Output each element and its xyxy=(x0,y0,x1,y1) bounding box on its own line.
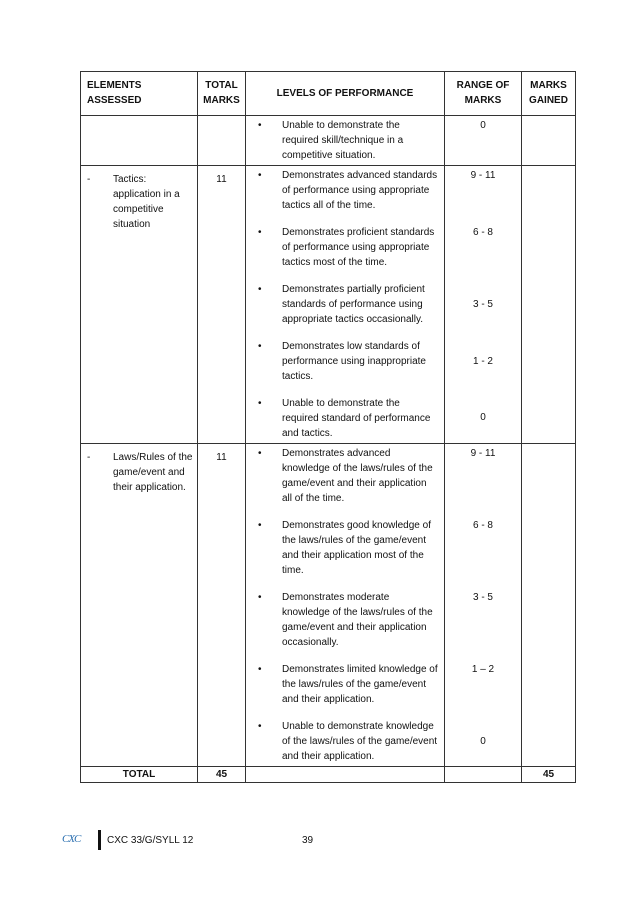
cell-empty xyxy=(81,116,198,166)
table-row-tactics xyxy=(81,166,576,444)
bullet-icon: • xyxy=(258,398,262,409)
total-marks-gained-value: 45 xyxy=(522,767,576,783)
bullet-icon: • xyxy=(258,284,262,295)
bullet-icon: • xyxy=(258,592,262,603)
bullet-icon: • xyxy=(258,520,262,531)
element-cell xyxy=(81,444,198,767)
level-item xyxy=(252,396,438,441)
header-levels-of-performance: LEVELS OF PERFORMANCE xyxy=(246,72,445,116)
table-row-continued xyxy=(81,116,576,166)
range-cell xyxy=(445,444,522,767)
cxc-logo-icon xyxy=(62,830,96,850)
range-value: 0 xyxy=(480,412,486,423)
level-text: Unable to demonstrate the required standard of performance and tactics. xyxy=(282,398,431,439)
bullet-icon: • xyxy=(258,664,262,675)
level-text: Demonstrates low standards of performance using inappropriate tactics. xyxy=(282,341,426,382)
assessment-rubric-table xyxy=(80,71,576,783)
table-row-laws-rules xyxy=(81,444,576,767)
element-label: Tactics: application in a competitive situation xyxy=(113,174,180,230)
bullet-icon: • xyxy=(258,341,262,352)
marks-gained-cell xyxy=(522,444,576,767)
cell-empty xyxy=(445,767,522,783)
level-item xyxy=(252,225,438,270)
range-value: 9 - 11 xyxy=(470,448,496,459)
cell-empty xyxy=(246,767,445,783)
total-marks-cell: 11 xyxy=(198,444,246,767)
page-footer xyxy=(62,830,193,850)
range-value: 0 xyxy=(480,120,486,131)
range-cell xyxy=(445,166,522,444)
page-number: 39 xyxy=(302,835,314,846)
levels-cell xyxy=(246,116,445,166)
level-item xyxy=(252,590,438,650)
level-item xyxy=(252,339,438,384)
header-elements-assessed: ELEMENTS ASSESSED xyxy=(81,72,198,116)
element-label: Laws/Rules of the game/event and their application. xyxy=(113,452,193,493)
bullet-icon: • xyxy=(258,721,262,732)
levels-cell xyxy=(246,444,445,767)
range-value: 1 - 2 xyxy=(472,356,493,367)
bullet-icon: • xyxy=(258,448,262,459)
level-text: Unable to demonstrate the required skill/technique in a competitive situation. xyxy=(282,120,404,161)
level-text: Demonstrates advanced standards of performance using appropriate tactics all of the time. xyxy=(282,170,438,211)
level-text: Demonstrates proficient standards of performance using appropriate tactics most of the time. xyxy=(282,227,435,268)
level-item xyxy=(252,719,438,764)
level-item xyxy=(252,446,438,506)
bullet-icon: • xyxy=(258,120,262,131)
range-value: 6 - 8 xyxy=(472,227,493,238)
total-label: TOTAL xyxy=(81,767,198,783)
range-value: 6 - 8 xyxy=(472,520,493,531)
levels-cell xyxy=(246,166,445,444)
marks-gained-cell xyxy=(522,116,576,166)
element-dash: - xyxy=(87,452,91,463)
syllabus-code: CXC 33/G/SYLL 12 xyxy=(107,834,194,846)
level-text: Demonstrates advanced knowledge of the laws/rules of the game/event and their application all of the time. xyxy=(282,448,433,504)
range-cell xyxy=(445,116,522,166)
table-total-row xyxy=(81,767,576,783)
level-text: Demonstrates limited knowledge of the laws/rules of the game/event and their application. xyxy=(282,664,438,705)
element-cell xyxy=(81,166,198,444)
cell-empty xyxy=(198,116,246,166)
header-range-of-marks: RANGE OF MARKS xyxy=(445,72,522,116)
bullet-icon: • xyxy=(258,170,262,181)
range-value: 0 xyxy=(480,736,486,747)
bullet-icon: • xyxy=(258,227,262,238)
level-item xyxy=(252,518,438,578)
marks-gained-cell xyxy=(522,166,576,444)
range-value: 3 - 5 xyxy=(472,592,493,603)
level-text: Demonstrates partially proficient standards of performance using appropriate tactics occasionally. xyxy=(282,284,425,325)
total-marks-value: 45 xyxy=(198,767,246,783)
header-marks-gained: MARKS GAINED xyxy=(522,72,576,116)
level-text: Unable to demonstrate knowledge of the laws/rules of the game/event and their application. xyxy=(282,721,438,762)
level-item xyxy=(252,118,438,163)
element-dash: - xyxy=(87,174,91,185)
total-marks-cell: 11 xyxy=(198,166,246,444)
level-item xyxy=(252,282,438,327)
table-header-row xyxy=(81,72,576,116)
level-item xyxy=(252,662,438,707)
header-total-marks: TOTAL MARKS xyxy=(198,72,246,116)
level-text: Demonstrates moderate knowledge of the laws/rules of the game/event and their application occasionally. xyxy=(282,592,433,648)
logo-text: CXC xyxy=(62,833,81,845)
level-item xyxy=(252,168,438,213)
range-value: 3 - 5 xyxy=(472,299,493,310)
footer-divider xyxy=(98,830,101,850)
range-value: 1 – 2 xyxy=(471,664,495,675)
level-text: Demonstrates good knowledge of the laws/rules of the game/event and their application most of the time. xyxy=(282,520,431,576)
range-value: 9 - 11 xyxy=(470,170,496,181)
